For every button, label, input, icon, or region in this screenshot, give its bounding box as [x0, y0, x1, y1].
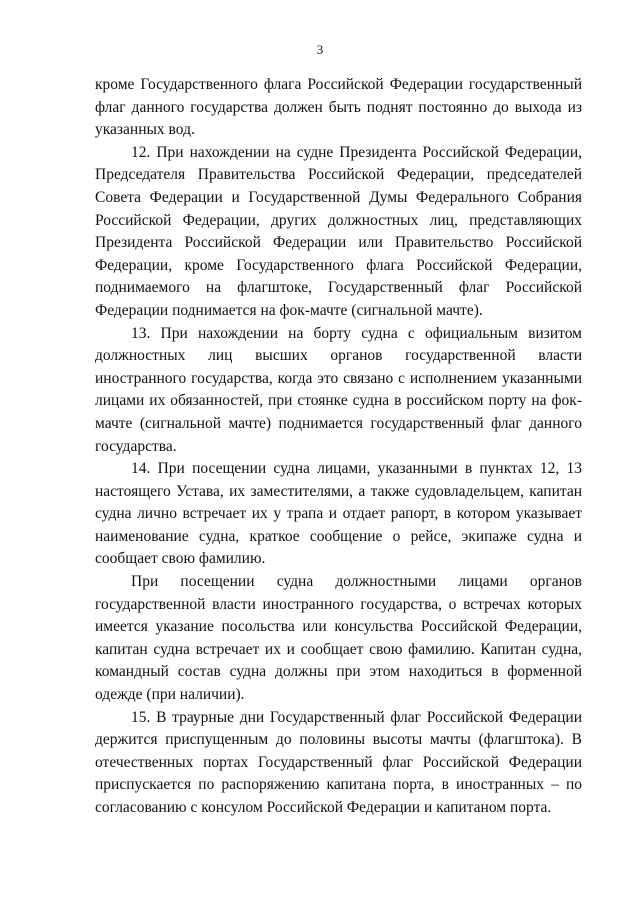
page-number: 3 [316, 42, 324, 57]
paragraph-item-14-continued: При посещении судна должностными лицами органов государственной власти иностранного государства, о встречах которых имеется указание посольства или консульства Российской Федерации, капитан судна встречает их и сообщает свою фамилию. Капитан судна, командный состав судна должны при этом находиться в форменной одежде (при наличии). [95, 573, 582, 704]
paragraph-item-15: 15. В траурные дни Государственный флаг Российской Федерации держится приспущенным до половины высоты мачты (флагштока). В отечественных портах Государственный флаг Российской Федерации приспускается по распоряжению капитана порта, в иностранных – по согласованию с консулом Российской Федерации и капитаном порта. [95, 708, 582, 816]
paragraph-item-12: 12. При нахождении на судне Президента Российской Федерации, Председателя Правительства Российской Федерации, председателей Совета Федерации и Государственной Думы Федерального Собрания Российской Федерации, других должностных лиц, представляющих Президента Российской Федерации или Правительство Российской Федерации, кроме Государственного флага Российской Федерации, поднимаемого на флагштоке, Государственный флаг Российской Федерации поднимается на фок-мачте (сигнальной мачте). [95, 143, 582, 319]
paragraph-item-13: 13. При нахождении на борту судна с официальным визитом должностных лиц высших органов государственной власти иностранного государства, когда это связано с исполнением указанными лицами их обязанностей, при стоянке судна в российском порту на фок-мачте (сигнальной мачте) поднимается государственный флаг данного государства. [95, 324, 582, 455]
paragraph-continuation: кроме Государственного флага Российской Федерации государственный флаг данного государства должен быть поднят постоянно до выхода из указанных вод. [95, 76, 582, 139]
paragraph-item-14: 14. При посещении судна лицами, указанными в пунктах 12, 13 настоящего Устава, их заместителями, а также судовладельцем, капитан судна лично встречает их у трапа и отдает рапорт, в котором указывает наименование судна, краткое сообщение о рейсе, экипаже судна и сообщает свою фамилию. [95, 460, 582, 568]
document-body [95, 74, 582, 820]
